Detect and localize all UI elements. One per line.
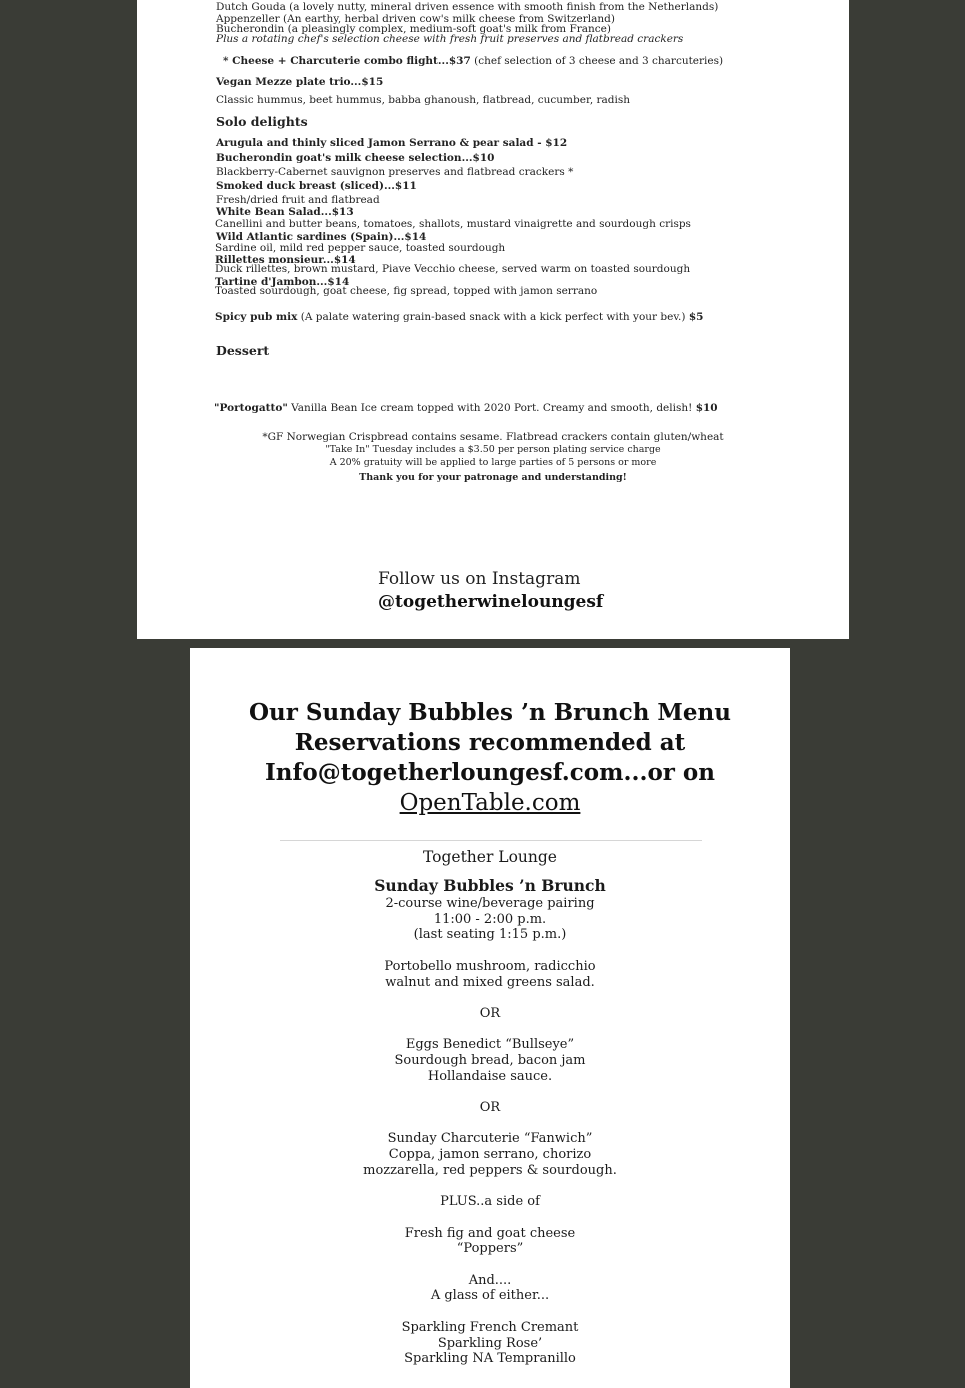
menu-page-top xyxy=(137,0,849,639)
venue-name: Together Lounge xyxy=(423,848,557,866)
option-line: Sunday Charcuterie “Fanwich” xyxy=(387,1131,593,1147)
last-seating-text: (last seating 1:15 p.m.) xyxy=(413,927,567,943)
option-line: Portobello mushroom, radicchio xyxy=(384,958,596,974)
or-separator: OR xyxy=(479,1005,501,1021)
brunch-title-line: Reservations recommended at xyxy=(294,729,686,756)
pairing-text: 2-course wine/beverage pairing xyxy=(385,896,595,911)
option-line: Coppa, jamon serrano, chorizo xyxy=(388,1147,592,1163)
plus-side-text: PLUS..a side of xyxy=(440,1194,540,1210)
option-line: Sourdough bread, bacon jam xyxy=(394,1052,586,1068)
brunch-title-line: Info@togetherloungesf.com...or on xyxy=(265,759,715,786)
drink-line: Sparkling Rose’ xyxy=(437,1335,543,1351)
combo-flight xyxy=(223,55,723,67)
brunch-menu-page xyxy=(190,648,790,1388)
cheese-line: Plus a rotating chef's selection cheese with fresh fruit preserves and flatbread crackers xyxy=(216,33,684,45)
side-line: “Poppers” xyxy=(456,1241,524,1257)
thank-you-note: Thank you for your patronage and understanding! xyxy=(359,472,627,483)
solo-item-name: Smoked duck breast (sliced)...$11 xyxy=(216,180,417,192)
dessert-price: $10 xyxy=(695,402,718,414)
solo-item-desc: Fresh/dried fruit and flatbread xyxy=(216,194,380,206)
solo-item-desc: Canellini and butter beans, tomatoes, shallots, mustard vinaigrette and sourdough crisps xyxy=(215,218,691,230)
pub-mix-price: $5 xyxy=(688,311,704,323)
option-line: Eggs Benedict “Bullseye” xyxy=(405,1037,575,1053)
solo-item-name: Arugula and thinly sliced Jamon Serrano & pear salad - $12 xyxy=(216,137,568,149)
and-text: And.... xyxy=(468,1272,512,1288)
solo-item-desc: Duck rillettes, brown mustard, Piave Vecchio cheese, served warm on toasted sourdough xyxy=(215,263,691,275)
pub-mix-desc: (A palate watering grain-based snack with a kick perfect with your bev.) xyxy=(297,311,689,323)
brunch-title-line: Our Sunday Bubbles ’n Brunch Menu xyxy=(249,699,731,726)
solo-item-name: Rillettes monsieur...$14 xyxy=(215,254,356,266)
cheese-line: Bucherondin (a pleasingly complex, medium-soft goat's milk from France) xyxy=(216,23,611,35)
side-line: Fresh fig and goat cheese xyxy=(404,1225,576,1241)
option-line: Hollandaise sauce. xyxy=(427,1068,553,1084)
dessert-name: "Portogatto" xyxy=(214,402,288,414)
solo-item-name: Bucherondin goat's milk cheese selection...$10 xyxy=(216,152,495,164)
divider xyxy=(280,840,702,841)
combo-flight-desc: (chef selection of 3 cheese and 3 charcuteries) xyxy=(470,55,724,67)
solo-item-desc: Toasted sourdough, goat cheese, fig spread, topped with jamon serrano xyxy=(215,285,598,297)
vegan-desc: Classic hummus, beet hummus, babba ghanoush, flatbread, cucumber, radish xyxy=(216,94,631,106)
note-gratuity: A 20% gratuity will be applied to large parties of 5 persons or more xyxy=(329,457,657,468)
opentable-link[interactable]: OpenTable.com xyxy=(399,790,581,816)
note-take-in: "Take In" Tuesday includes a $3.50 per person plating service charge xyxy=(325,444,661,455)
pub-mix-name: Spicy pub mix xyxy=(215,311,298,323)
cheese-line: Appenzeller (An earthy, herbal driven cow's milk cheese from Switzerland) xyxy=(216,13,615,25)
instagram-follow-text: Follow us on Instagram xyxy=(378,569,581,589)
dessert-desc: Vanilla Bean Ice cream topped with 2020 Port. Creamy and smooth, delish! xyxy=(287,402,696,414)
solo-heading: Solo delights xyxy=(216,114,308,129)
solo-item-desc: Sardine oil, mild red pepper sauce, toasted sourdough xyxy=(215,242,506,254)
combo-flight-name: * Cheese + Charcuterie combo flight...$37 xyxy=(223,55,471,67)
dessert-item xyxy=(214,402,718,414)
note-allergen: *GF Norwegian Crispbread contains sesame. Flatbread crackers contain gluten/wheat xyxy=(262,431,724,443)
solo-item-name: White Bean Salad...$13 xyxy=(216,206,354,218)
instagram-handle: @togetherwineloungesf xyxy=(378,592,604,612)
dessert-heading: Dessert xyxy=(216,343,270,358)
hours-text: 11:00 - 2:00 p.m. xyxy=(433,911,547,927)
drink-line: Sparkling French Cremant xyxy=(401,1319,579,1335)
brunch-subhead: Sunday Bubbles ’n Brunch xyxy=(374,876,606,895)
solo-item-name: Tartine d'Jambon...$14 xyxy=(215,276,350,288)
brunch-title xyxy=(190,698,790,818)
glass-text: A glass of either... xyxy=(430,1288,550,1304)
cheese-line: Dutch Gouda (a lovely nutty, mineral driven essence with smooth finish from the Netherlands) xyxy=(216,1,719,13)
vegan-name: Vegan Mezze plate trio...$15 xyxy=(216,76,384,88)
or-separator: OR xyxy=(479,1100,501,1116)
solo-item-name: Wild Atlantic sardines (Spain)...$14 xyxy=(216,231,427,243)
pub-mix xyxy=(215,311,703,323)
option-line: mozzarella, red peppers & sourdough. xyxy=(363,1162,617,1178)
drink-line: Sparkling NA Tempranillo xyxy=(404,1351,576,1367)
option-line: walnut and mixed greens salad. xyxy=(385,974,595,990)
solo-item-desc: Blackberry-Cabernet sauvignon preserves and flatbread crackers * xyxy=(216,166,574,178)
brunch-body xyxy=(190,846,790,1367)
